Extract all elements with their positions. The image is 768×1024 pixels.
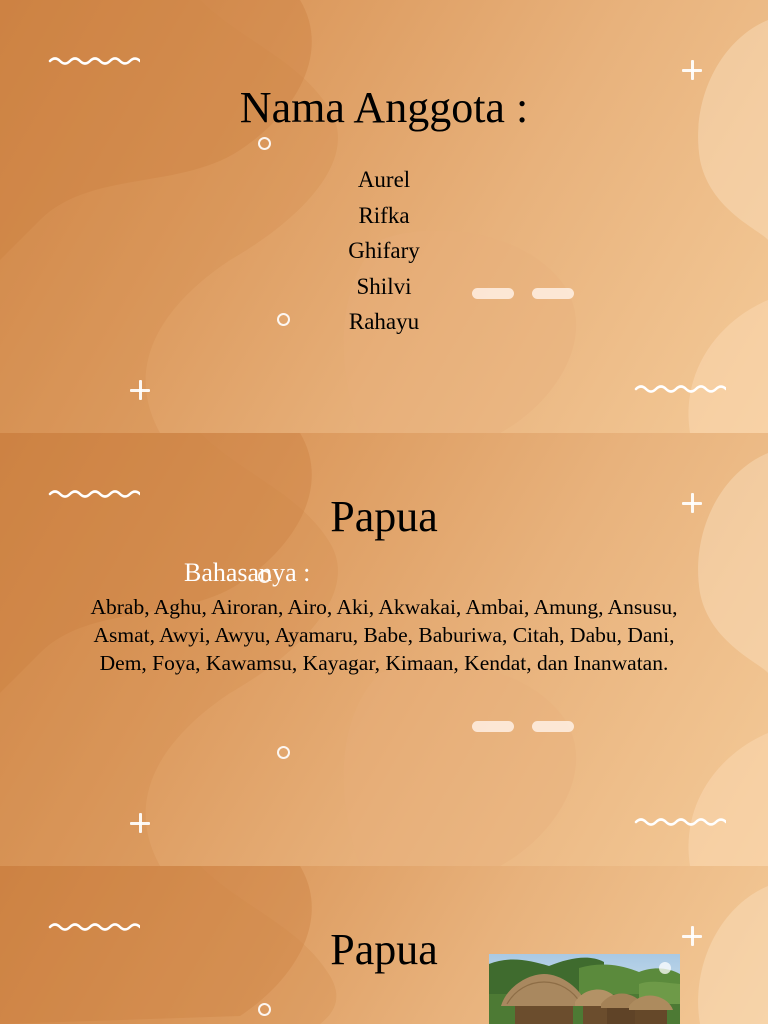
circle-icon [258,1003,271,1016]
page-title: Papua [330,925,438,974]
slide-papua-image [0,866,768,1024]
circle-icon [258,137,271,150]
pill-dash-icon [472,721,514,732]
subheading: Bahasanya : [184,558,311,587]
papua-huts-photo [489,954,680,1024]
traditional-hut-image [489,954,680,1024]
page-title: Nama Anggota : [239,83,529,132]
list-item: Aurel [357,167,411,192]
slide-languages [0,433,768,866]
member-list [0,162,768,340]
list-item: Rifka [358,202,410,228]
list-item: Rahayu [348,309,420,334]
zigzag-wave-icon [634,384,726,394]
pill-dash-icon [532,721,574,732]
list-item: Ghifary [348,238,420,263]
zigzag-wave-icon [48,56,140,66]
languages-paragraph: Abrab, Aghu, Airoran, Airo, Aki, Akwakai, Ambai, Amung, Ansusu, Asmat, Awyi, Awyu, Ayamaru, Babe, Baburiwa, Citah, Dabu, Dani, Dem, Foya, Kawamsu, Kayagar, Kimaan, Kendat, dan Inanwatan. [90,595,678,675]
plus-icon [130,380,150,400]
circle-icon [277,746,290,759]
plus-icon [130,813,150,833]
list-item: Shilvi [356,273,412,299]
page-title: Papua [330,492,438,541]
plus-icon [682,60,702,80]
zigzag-wave-icon [634,817,726,827]
slide-members [0,0,768,433]
